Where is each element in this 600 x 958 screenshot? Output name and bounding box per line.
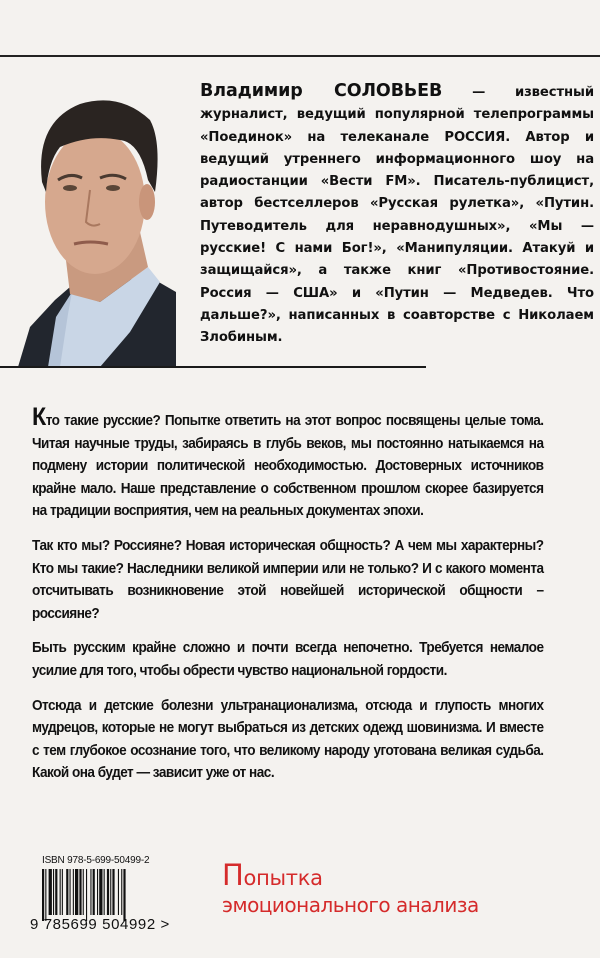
barcode-bar <box>107 869 109 915</box>
barcode-bar <box>110 869 111 915</box>
barcode-bar <box>123 869 125 921</box>
barcode-bar <box>104 869 105 915</box>
barcode-bar <box>97 869 98 915</box>
barcode-bar <box>75 869 78 915</box>
annotation-paragraph-1: Кто такие русские? Попытке ответить на этот вопрос посвящены целые тома. Читая научные труды, забираясь в глубь веков, мы постоянно натыкаемся на подмену истории политической необходимостью. Достоверных источников крайне мало. Наше представление о собственном прошлом скорее базируется на традиции восприятия, чем на реальных документах эпохи. <box>32 403 544 520</box>
barcode-bar <box>79 869 81 915</box>
top-rule <box>0 55 600 57</box>
barcode-bar <box>42 869 44 921</box>
drop-cap: К <box>32 403 46 431</box>
isbn-label: ISBN 978-5-699-50499-2 <box>42 855 150 866</box>
barcode-bar <box>55 869 57 915</box>
barcode-bar <box>83 869 84 915</box>
barcode-bar <box>90 869 91 915</box>
barcode-bar <box>93 869 95 915</box>
series-subtitle <box>222 858 479 917</box>
subtitle-line-2: эмоционального анализа <box>222 893 479 917</box>
annotation-paragraph-3: Быть русским крайне сложно и почти всегда непочетно. Требуется немалое усилие для того, чтобы обрести чувство национальной гордости. <box>32 640 544 679</box>
barcode-bar <box>62 869 63 915</box>
barcode-bar <box>121 869 122 915</box>
annotation-paragraph-2: Так кто мы? Россияне? Новая историческая общность? А чем мы характерны? Кто мы такие? Наследники великой империи или не только? И с какого момента отсчитывать возникновение этой новейшей исторической общности – россияне? <box>32 537 544 622</box>
bio-divider <box>0 366 426 368</box>
author-bio-text: — известный журналист, ведущий популярной телепрограммы «Поединок» на телеканале РОССИЯ. Автор и ведущий утреннего информационного шоу на радиостанции «Вести FM». Писатель-публицист, автор бестселлеров «Русская рулетка», «Путин. Путеводитель для неравнодушных», «Мы — русские! С нами Бог!», «Манипуляции. Атакуй и защищайся», а также книг «Противостояние. Россия — США» и «Путин — Медведев. Что дальше?», написанных в соавторстве с Николаем Злобиным. <box>200 85 594 346</box>
barcode <box>42 869 164 921</box>
author-portrait <box>0 62 178 367</box>
annotation-paragraph-4: Отсюда и детские болезни ультранационализма, отсюда и глупость многих мудрецов, которые не могут выбраться из детских одежд шовинизма. И вместе с тем глубокое осознание того, что великому народу уготована великая судьба. Какой она будет — зависит уже от нас. <box>32 697 544 782</box>
annotation <box>32 403 544 797</box>
barcode-digits: 9 785699 504992 > <box>30 916 170 933</box>
author-bio <box>200 80 594 350</box>
barcode-bar <box>86 869 87 921</box>
barcode-bar <box>70 869 71 915</box>
subtitle-line-1: Попытка <box>222 858 323 892</box>
barcode-bar <box>45 869 46 921</box>
barcode-bar <box>60 869 61 915</box>
barcode-bar <box>99 869 102 915</box>
barcode-bar <box>73 869 74 915</box>
barcode-bar <box>112 869 114 915</box>
barcode-bar <box>53 869 54 915</box>
barcode-bar <box>49 869 52 915</box>
barcode-bar <box>118 869 119 915</box>
author-name: Владимир СОЛОВЬЕВ <box>200 81 443 101</box>
barcode-bar <box>66 869 68 915</box>
